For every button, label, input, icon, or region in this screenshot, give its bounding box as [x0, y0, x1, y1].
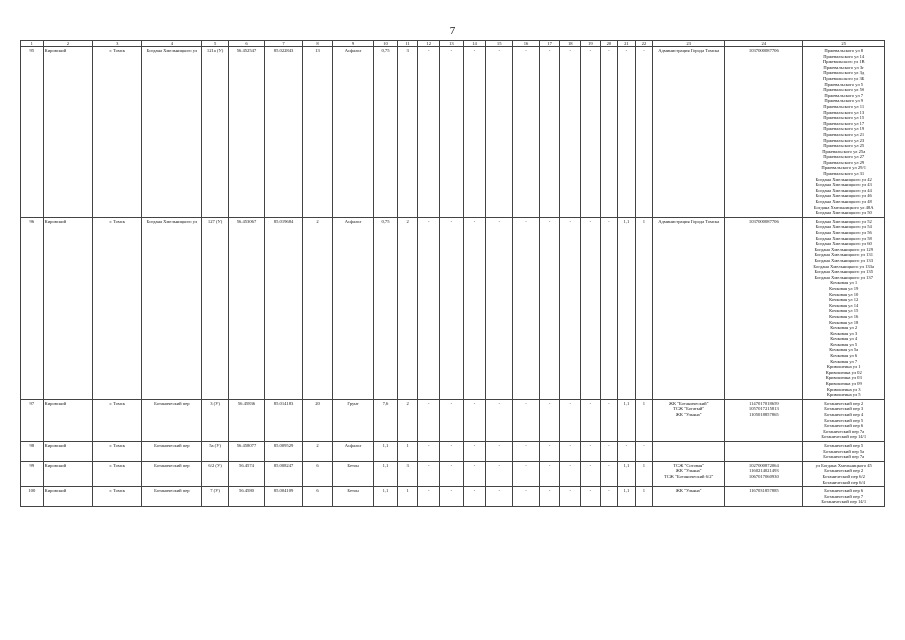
- table-cell: -: [440, 461, 464, 486]
- table-cell: Администрация Города Томска: [653, 47, 725, 218]
- table-cell: -: [539, 487, 560, 507]
- table-cell: -: [463, 399, 486, 441]
- table-cell: 1167031857885: [725, 487, 803, 507]
- table-cell: -: [539, 47, 560, 218]
- table-cell: -: [539, 217, 560, 399]
- table-cell: -: [486, 47, 513, 218]
- table-cell: 1,1: [618, 487, 636, 507]
- table-cell: Грунт: [332, 399, 373, 441]
- column-number: 23: [653, 41, 725, 47]
- address-item: Пржевальского ул 13: [823, 109, 865, 115]
- table-cell: г. Томск: [93, 487, 142, 507]
- address-list-cell: [803, 487, 885, 507]
- address-item: Кочковая ул 4: [830, 336, 858, 342]
- address-item: Ботанический пер 5: [824, 417, 864, 423]
- column-number: 16: [513, 41, 540, 47]
- address-item: Кочковая ул 18: [829, 319, 859, 325]
- address-item: Богдана Хмельницкого ул 44: [815, 187, 872, 193]
- address-item: Кривошеина ул 09: [825, 381, 862, 387]
- table-cell: 1: [635, 217, 653, 399]
- table-cell: -: [486, 461, 513, 486]
- table-cell: [653, 441, 725, 461]
- address-item: Кочковая ул 6: [830, 353, 858, 359]
- table-cell: -: [513, 461, 540, 486]
- column-number: 3: [93, 41, 142, 47]
- column-number: 4: [142, 41, 202, 47]
- address-item: Пржевальского ул 29: [823, 159, 865, 165]
- address-item: Пржевальского ул 11: [823, 103, 865, 109]
- table-row: [21, 461, 885, 486]
- table-cell: 85.022843: [265, 47, 303, 218]
- table-cell: 56.4574: [228, 461, 264, 486]
- table-cell: Кировский: [43, 487, 92, 507]
- table-cell: -: [440, 399, 464, 441]
- table-cell: 20: [303, 399, 333, 441]
- column-number: 8: [303, 41, 333, 47]
- table-cell: -: [440, 487, 464, 507]
- table-cell: -: [600, 217, 618, 399]
- table-cell: 1147017018659 1057017215813 1105018857865: [725, 399, 803, 441]
- address-item: Богдана Хмельницкого ул 133а: [813, 263, 875, 269]
- table-cell: 0,75: [374, 217, 398, 399]
- table-cell: -: [581, 47, 601, 218]
- address-item: Кривошеина ул 02: [825, 369, 862, 375]
- table-cell: -: [513, 487, 540, 507]
- address-item: Ботанический пер 14/1: [821, 499, 867, 505]
- address-item: Ботанический пер 7а: [823, 428, 865, 434]
- table-cell: -: [600, 487, 618, 507]
- table-row: [21, 217, 885, 399]
- table-cell: 85.014183: [265, 399, 303, 441]
- table-cell: -: [539, 399, 560, 441]
- table-cell: 7,6: [374, 399, 398, 441]
- address-item: Пржевальского ул 7: [824, 92, 864, 98]
- table-cell: 1: [397, 487, 418, 507]
- table-cell: -: [418, 217, 440, 399]
- address-item: Богдана Хмельницкого ул 43: [815, 182, 872, 188]
- page-number: 7: [449, 25, 456, 37]
- table-cell: 56.458077: [228, 441, 264, 461]
- table-cell: [725, 441, 803, 461]
- table-cell: 56.452547: [228, 47, 264, 218]
- table-cell: -: [440, 47, 464, 218]
- column-number: 6: [228, 41, 264, 47]
- address-item: Ботанический пер 3: [824, 406, 864, 412]
- table-cell: 1,1: [374, 461, 398, 486]
- column-number: 20: [600, 41, 618, 47]
- address-item: Кривошеина ул 5: [826, 392, 861, 398]
- table-cell: 85.019684: [265, 217, 303, 399]
- table-cell: 100: [21, 487, 44, 507]
- address-item: Пржевальского ул 3д: [823, 70, 865, 76]
- column-number: 7: [265, 41, 303, 47]
- table-cell: -: [418, 399, 440, 441]
- address-item: Пржевальского ул 8: [824, 48, 864, 53]
- table-cell: г. Томск: [93, 461, 142, 486]
- address-item: Кочковая ул 2: [830, 325, 858, 331]
- column-number: 22: [635, 41, 653, 47]
- table-cell: 2: [303, 441, 333, 461]
- address-item: Ботанический пер 2: [824, 400, 864, 406]
- address-list-cell: [803, 461, 885, 486]
- table-cell: 85.004109: [265, 487, 303, 507]
- address-item: Пржевальского ул 9: [824, 98, 864, 104]
- table-cell: -: [581, 461, 601, 486]
- column-number: 18: [560, 41, 581, 47]
- table-cell: Ботанический пер: [142, 461, 202, 486]
- table-cell: 6: [303, 487, 333, 507]
- column-number: 1: [21, 41, 44, 47]
- table-cell: 1037000087706: [725, 47, 803, 218]
- table-cell: -: [513, 217, 540, 399]
- address-list-cell: [803, 47, 885, 218]
- address-item: Ботанический пер 14/1: [821, 434, 867, 440]
- address-item: Кривошеина ул 1: [826, 364, 861, 370]
- address-item: Пржевальского ул 27: [823, 154, 865, 160]
- table-cell: -: [539, 461, 560, 486]
- table-cell: 1: [635, 461, 653, 486]
- address-item: Богдана Хмельницкого ул 42: [815, 176, 872, 182]
- table-cell: -: [560, 399, 581, 441]
- address-item: Богдана Хмельницкого ул 58: [815, 235, 872, 241]
- table-cell: -: [486, 217, 513, 399]
- table-cell: Ботанический пер: [142, 399, 202, 441]
- table-cell: -: [440, 217, 464, 399]
- table-cell: Богдана Хмельницкого ул: [142, 217, 202, 399]
- address-item: Пржевальского ул 23: [823, 137, 865, 143]
- address-item: Пржевальского ул 14: [823, 53, 865, 59]
- table-cell: 95: [21, 47, 44, 218]
- table-cell: 98: [21, 441, 44, 461]
- table-cell: -: [560, 441, 581, 461]
- table-cell: 56.45836: [228, 399, 264, 441]
- address-item: Ботанический пер 7а: [823, 454, 865, 460]
- address-item: ул Богдана Хмельницкого 45: [815, 462, 872, 468]
- table-cell: Кировский: [43, 217, 92, 399]
- address-item: Пржевальского ул 25: [823, 143, 865, 149]
- table-cell: 1,1: [618, 217, 636, 399]
- table-cell: 1,1: [618, 461, 636, 486]
- table-cell: Кировский: [43, 441, 92, 461]
- table-cell: -: [463, 487, 486, 507]
- table-cell: ЖК "Ульяна": [653, 487, 725, 507]
- table-cell: -: [463, 461, 486, 486]
- address-item: Пржевальского ул 5б: [823, 87, 865, 93]
- address-list-cell: [803, 441, 885, 461]
- table-cell: -: [560, 487, 581, 507]
- table-cell: ТСЖ "Сотовая" ЖК "Ульяна" ТСЖ "Ботанический 6/2": [653, 461, 725, 486]
- address-item: Ботанический пер 4: [824, 412, 864, 417]
- table-cell: 1,1: [374, 441, 398, 461]
- table-cell: -: [539, 441, 560, 461]
- table-cell: 13: [303, 47, 333, 218]
- table-cell: 2: [397, 399, 418, 441]
- column-number: 9: [332, 41, 373, 47]
- table-cell: -: [418, 461, 440, 486]
- column-number: 15: [486, 41, 513, 47]
- table-cell: 127 (У): [202, 217, 229, 399]
- address-item: Пржевальского ул 19: [823, 126, 865, 132]
- column-number: 19: [581, 41, 601, 47]
- table-cell: -: [635, 47, 653, 218]
- table-cell: -: [463, 217, 486, 399]
- table-cell: 6/2 (У): [202, 461, 229, 486]
- address-item: Кривошеина ул 3: [826, 386, 861, 392]
- table-cell: 2: [303, 217, 333, 399]
- table-cell: Асфальт: [332, 217, 373, 399]
- table-cell: 97: [21, 399, 44, 441]
- table-cell: -: [463, 47, 486, 218]
- address-item: Пржевальского ул 31: [823, 171, 865, 177]
- column-number: 14: [463, 41, 486, 47]
- address-item: Ботанический пер 6: [824, 488, 864, 494]
- table-cell: -: [418, 441, 440, 461]
- address-item: Богдана Хмельницкого ул 48: [815, 199, 872, 205]
- column-number: 2: [43, 41, 92, 47]
- address-item: Ботанический пер 6: [824, 423, 864, 429]
- table-cell: -: [560, 461, 581, 486]
- table-cell: ЖК "Ботанический" ТСЖ "Богатый" ЖК "Ульяна": [653, 399, 725, 441]
- table-body: [21, 47, 885, 507]
- table-cell: -: [513, 399, 540, 441]
- address-item: Пржевальского ул 3Б: [823, 75, 865, 81]
- table-cell: Бетон: [332, 487, 373, 507]
- table-cell: -: [486, 441, 513, 461]
- column-number: 10: [374, 41, 398, 47]
- table-cell: 7 (У): [202, 487, 229, 507]
- table-cell: 1: [635, 487, 653, 507]
- address-item: Богдана Хмельницкого ул 52: [815, 218, 872, 224]
- table-cell: -: [486, 487, 513, 507]
- table-cell: -: [600, 441, 618, 461]
- table-cell: 5а (У): [202, 441, 229, 461]
- address-item: Пржевальского ул 17: [823, 120, 865, 126]
- table-cell: -: [600, 461, 618, 486]
- address-item: Кочковая ул 1: [830, 280, 858, 286]
- table-cell: г. Томск: [93, 217, 142, 399]
- address-item: Пржевальского ул 21: [823, 131, 865, 137]
- address-item: Пржевальского ул 3г: [823, 64, 865, 70]
- address-item: Богдана Хмельницкого ул 137: [814, 274, 874, 280]
- address-item: Богдана Хмельницкого ул 133: [814, 257, 874, 263]
- table-cell: г. Томск: [93, 47, 142, 218]
- table-cell: 99: [21, 461, 44, 486]
- address-item: Ботанический пер 2: [824, 468, 864, 474]
- column-number: 13: [440, 41, 464, 47]
- address-item: Пржевальского ул 1В: [822, 59, 865, 65]
- column-number: 5: [202, 41, 229, 47]
- table-cell: 56.453067: [228, 217, 264, 399]
- table-cell: -: [560, 217, 581, 399]
- address-item: Пржевальского ул 5: [824, 81, 864, 87]
- table-cell: 56.4580: [228, 487, 264, 507]
- column-number: 12: [418, 41, 440, 47]
- table-cell: 3: [397, 47, 418, 218]
- table-cell: 1,1: [618, 399, 636, 441]
- table-row: [21, 441, 885, 461]
- address-item: Кочковая ул 10: [829, 291, 859, 297]
- address-item: Кочковая ул 19: [829, 285, 859, 291]
- address-item: Богдана Хмельницкого ул 135: [814, 269, 874, 275]
- table-cell: 6: [303, 461, 333, 486]
- table-cell: -: [581, 217, 601, 399]
- table-cell: 1: [397, 441, 418, 461]
- table-row: [21, 399, 885, 441]
- table-cell: 1,1: [374, 487, 398, 507]
- column-number: 11: [397, 41, 418, 47]
- table-row: [21, 487, 885, 507]
- table-cell: -: [513, 47, 540, 218]
- address-item: Кривошеина ул 03: [825, 375, 862, 381]
- table-cell: -: [440, 441, 464, 461]
- table-cell: -: [418, 487, 440, 507]
- table-row: [21, 47, 885, 218]
- column-number: 25: [803, 41, 885, 47]
- address-item: Богдана Хмельницкого ул 60: [815, 241, 872, 247]
- address-item: Кочковая ул 3: [830, 330, 858, 336]
- table-cell: 3 (У): [202, 399, 229, 441]
- address-item: Ботанический пер 6/4: [822, 479, 865, 485]
- table-cell: -: [618, 441, 636, 461]
- address-item: Кочковая ул 7: [830, 358, 858, 364]
- address-item: Кочковая ул 5а: [829, 347, 859, 353]
- address-item: Ботанический пер 6/2: [822, 473, 865, 479]
- address-item: Кочковая ул 14: [829, 302, 859, 308]
- table-cell: -: [418, 47, 440, 218]
- table-cell: -: [618, 47, 636, 218]
- table-cell: -: [635, 441, 653, 461]
- table-cell: -: [581, 441, 601, 461]
- table-cell: 1027000872064 1160214021493 1067017060930: [725, 461, 803, 486]
- address-item: Богдана Хмельницкого ул 131: [814, 252, 874, 258]
- table-cell: -: [560, 47, 581, 218]
- address-item: Богдана Хмельницкого ул 48А: [813, 204, 874, 210]
- address-item: Пржевальского ул 25а: [822, 148, 866, 154]
- address-item: Богдана Хмельницкого ул 129: [814, 246, 874, 252]
- address-item: Богдана Хмельницкого ул 46: [815, 193, 872, 199]
- table-cell: 1037000087706: [725, 217, 803, 399]
- column-number: 24: [725, 41, 803, 47]
- table-cell: -: [581, 487, 601, 507]
- table-cell: Асфальт: [332, 441, 373, 461]
- table-cell: Ботанический пер: [142, 487, 202, 507]
- table-cell: г. Томск: [93, 441, 142, 461]
- data-table: [20, 40, 885, 507]
- table-cell: 96: [21, 217, 44, 399]
- table-cell: 1: [635, 399, 653, 441]
- table-cell: -: [600, 47, 618, 218]
- table-cell: 0,75: [374, 47, 398, 218]
- table-cell: 85.008247: [265, 461, 303, 486]
- address-item: Пржевальского ул 15: [823, 115, 865, 121]
- address-item: Богдана Хмельницкого ул 54: [815, 224, 872, 230]
- table-cell: 121а (У): [202, 47, 229, 218]
- table-cell: Богдана Хмельницкого ул: [142, 47, 202, 218]
- address-item: Кочковая ул 16: [829, 313, 859, 319]
- address-item: Кочковая ул 15: [829, 308, 859, 314]
- table-cell: г. Томск: [93, 399, 142, 441]
- table-cell: -: [486, 399, 513, 441]
- table-cell: Бетон: [332, 461, 373, 486]
- table-cell: Кировский: [43, 399, 92, 441]
- address-item: Кочковая ул 12: [829, 297, 859, 303]
- address-item: Богдана Хмельницкого ул 50: [815, 210, 872, 216]
- table-cell: 2: [397, 217, 418, 399]
- address-item: Ботанический пер 5: [824, 442, 864, 448]
- table-cell: Кировский: [43, 461, 92, 486]
- address-item: Богдана Хмельницкого ул 56: [815, 230, 872, 235]
- address-item: Пржевальского ул 29/1: [821, 165, 867, 171]
- table-cell: Ботанический пер: [142, 441, 202, 461]
- table-cell: Кировский: [43, 47, 92, 218]
- column-number: 17: [539, 41, 560, 47]
- table-cell: Асфальт: [332, 47, 373, 218]
- table-cell: -: [463, 441, 486, 461]
- table-cell: 85.009529: [265, 441, 303, 461]
- table-cell: -: [513, 441, 540, 461]
- table-cell: -: [600, 399, 618, 441]
- address-item: Ботанический пер 7: [824, 493, 864, 499]
- address-list-cell: [803, 217, 885, 399]
- address-item: Кочковая ул 5: [830, 341, 858, 347]
- column-number: 21: [618, 41, 636, 47]
- table-cell: -: [581, 399, 601, 441]
- table-cell: 3: [397, 461, 418, 486]
- address-list-cell: [803, 399, 885, 441]
- address-item: Ботанический пер 5а: [823, 448, 865, 454]
- table-cell: Администрация Города Томска: [653, 217, 725, 399]
